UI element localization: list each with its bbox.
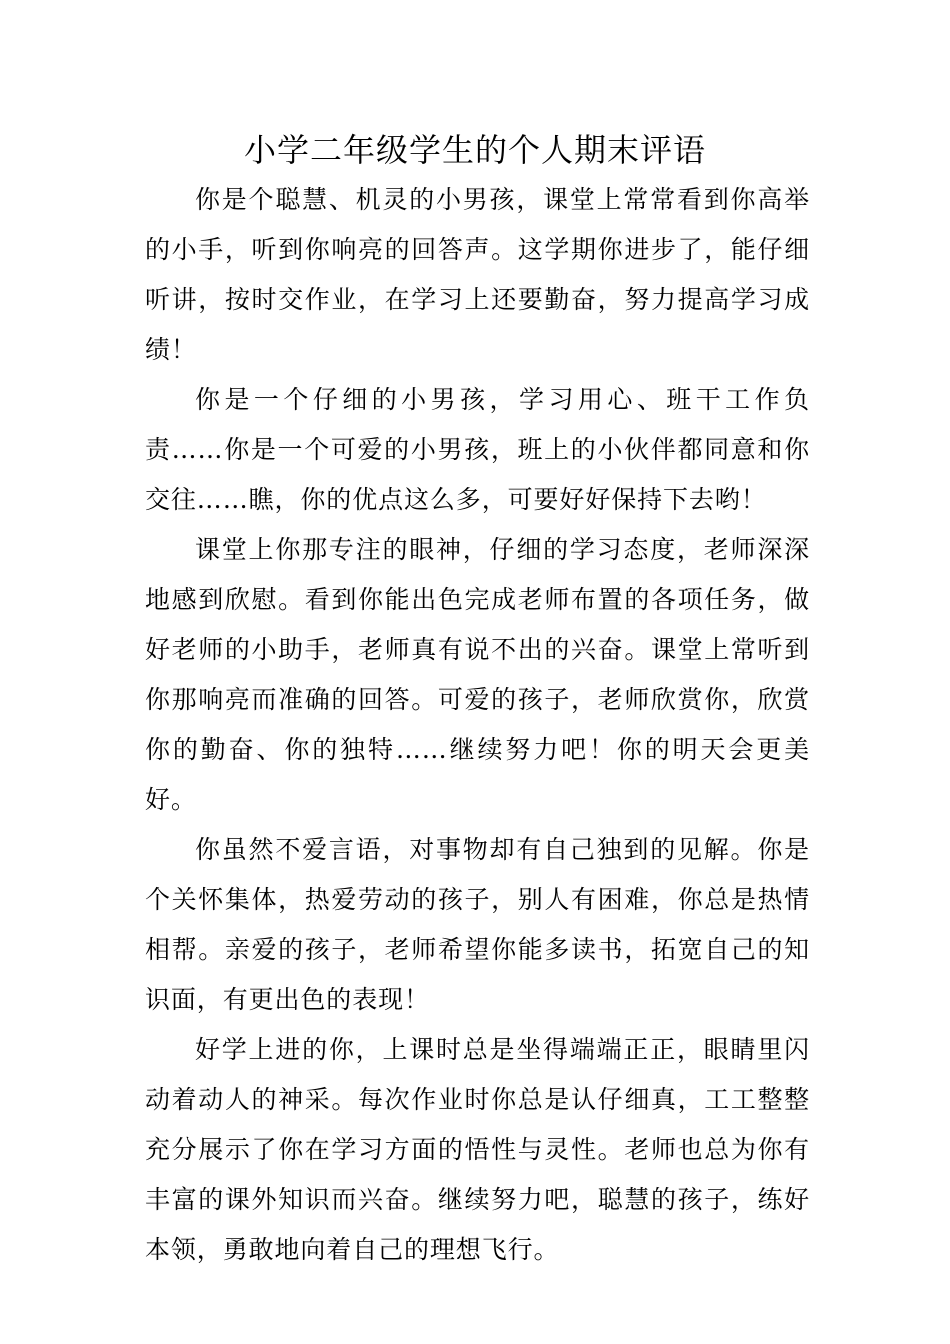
paragraph-3: 课堂上你那专注的眼神，仔细的学习态度，老师深深地感到欣慰。看到你能出色完成老师布置的各项任务，做好老师的小助手，老师真有说不出的兴奋。课堂上常听到你那响亮而准确的回答。可爱的孩子，老师欣赏你，欣赏你的勤奋、你的独特……继续努力吧！你的明天会更美好。 <box>145 535 810 814</box>
paragraph-5: 好学上进的你，上课时总是坐得端端正正，眼睛里闪动着动人的神采。每次作业时你总是认仔细真，工工整整充分展示了你在学习方面的悟性与灵性。老师也总为你有丰富的课外知识而兴奋。继续努力吧，聪慧的孩子，练好本领，勇敢地向着自己的理想飞行。 <box>145 1035 810 1264</box>
document-body <box>145 175 810 1275</box>
paragraph-2: 你是一个仔细的小男孩，学习用心、班干工作负责……你是一个可爱的小男孩，班上的小伙伴都同意和你交往……瞧，你的优点这么多，可要好好保持下去哟！ <box>145 385 810 514</box>
paragraph-1: 你是个聪慧、机灵的小男孩，课堂上常常看到你高举的小手，听到你响亮的回答声。这学期你进步了，能仔细听讲，按时交作业，在学习上还要勤奋，努力提高学习成绩！ <box>145 185 810 364</box>
document-title: 小学二年级学生的个人期末评语 <box>243 131 706 169</box>
paragraph-4: 你虽然不爱言语，对事物却有自己独到的见解。你是个关怀集体，热爱劳动的孩子，别人有困难，你总是热情相帮。亲爱的孩子，老师希望你能多读书，拓宽自己的知识面，有更出色的表现！ <box>145 835 810 1014</box>
